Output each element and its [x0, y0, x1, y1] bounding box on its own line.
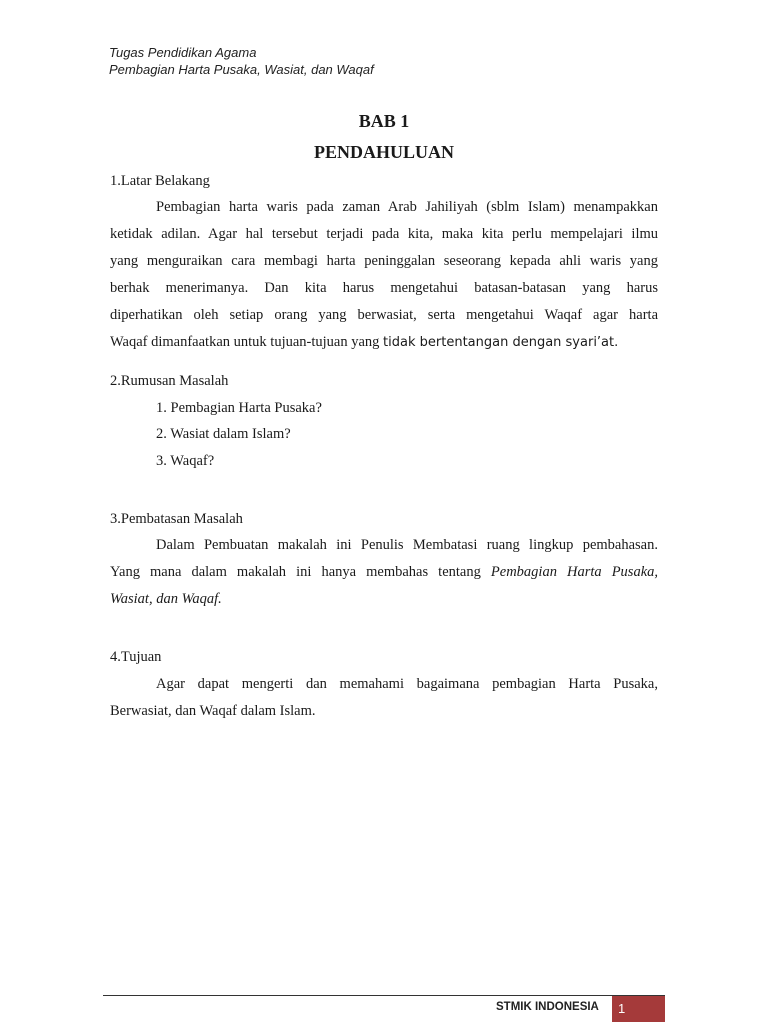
paragraph-line-start: Waqaf dimanfaatkan untuk tujuan-tujuan yang	[110, 334, 384, 350]
paragraph-line-end: tidak bertentangan dengan syari’at.	[383, 335, 619, 350]
paragraph-line: berhak menerimanya. Dan kita harus mengetahui batasan-batasan yang harus	[110, 280, 658, 296]
paragraph-line	[110, 559, 658, 586]
paragraph-line: Berwasiat, dan Waqaf dalam Islam.	[110, 703, 316, 719]
page-number: 1	[618, 1001, 626, 1016]
section-heading-rumusan-masalah: 2.Rumusan Masalah	[110, 373, 229, 389]
header-line-2: Pembagian Harta Pusaka, Wasiat, dan Waqaf	[109, 62, 374, 77]
paragraph-line: diperhatikan oleh setiap orang yang berwasiat, serta mengetahui Waqaf agar harta	[110, 307, 658, 323]
footer-rule	[103, 995, 665, 996]
paragraph-line-start: Yang mana dalam makalah ini hanya membahas tentang	[110, 564, 491, 580]
list-item: 1. Pembagian Harta Pusaka?	[156, 400, 322, 416]
paragraph-line	[110, 329, 658, 356]
running-header	[109, 44, 374, 78]
paragraph-line: Wasiat, dan Waqaf.	[110, 591, 222, 607]
paragraph-latar-belakang	[110, 194, 658, 356]
paragraph-line: Agar dapat mengerti dan memahami bagaimana pembagian Harta Pusaka,	[156, 676, 658, 692]
paragraph-line: ketidak adilan. Agar hal tersebut terjadi pada kita, maka kita perlu mempelajari ilmu	[110, 226, 658, 242]
paragraph-line-italic: Pembagian Harta Pusaka,	[490, 564, 658, 580]
paragraph-line: Pembagian harta waris pada zaman Arab Jahiliyah (sblm Islam) menampakkan	[156, 199, 658, 215]
chapter-number: BAB 1	[358, 111, 410, 131]
section-heading-pembatasan-masalah: 3.Pembatasan Masalah	[110, 511, 243, 527]
list-item: 3. Waqaf?	[156, 453, 215, 469]
chapter-title: PENDAHULUAN	[313, 142, 454, 162]
page-number-badge	[612, 996, 665, 1022]
header-line-1: Tugas Pendidikan Agama	[109, 45, 257, 60]
paragraph-tujuan	[110, 671, 658, 725]
paragraph-pembatasan-masalah	[110, 532, 658, 613]
paragraph-line: yang menguraikan cara membagi harta peninggalan seseorang kepada ahli waris yang	[110, 253, 658, 269]
footer-label: STMIK INDONESIA	[496, 1001, 599, 1013]
list-item: 2. Wasiat dalam Islam?	[156, 426, 291, 442]
paragraph-line: Dalam Pembuatan makalah ini Penulis Membatasi ruang lingkup pembahasan.	[156, 537, 658, 553]
section-heading-latar-belakang: 1.Latar Belakang	[110, 173, 210, 189]
section-heading-tujuan: 4.Tujuan	[110, 649, 162, 665]
